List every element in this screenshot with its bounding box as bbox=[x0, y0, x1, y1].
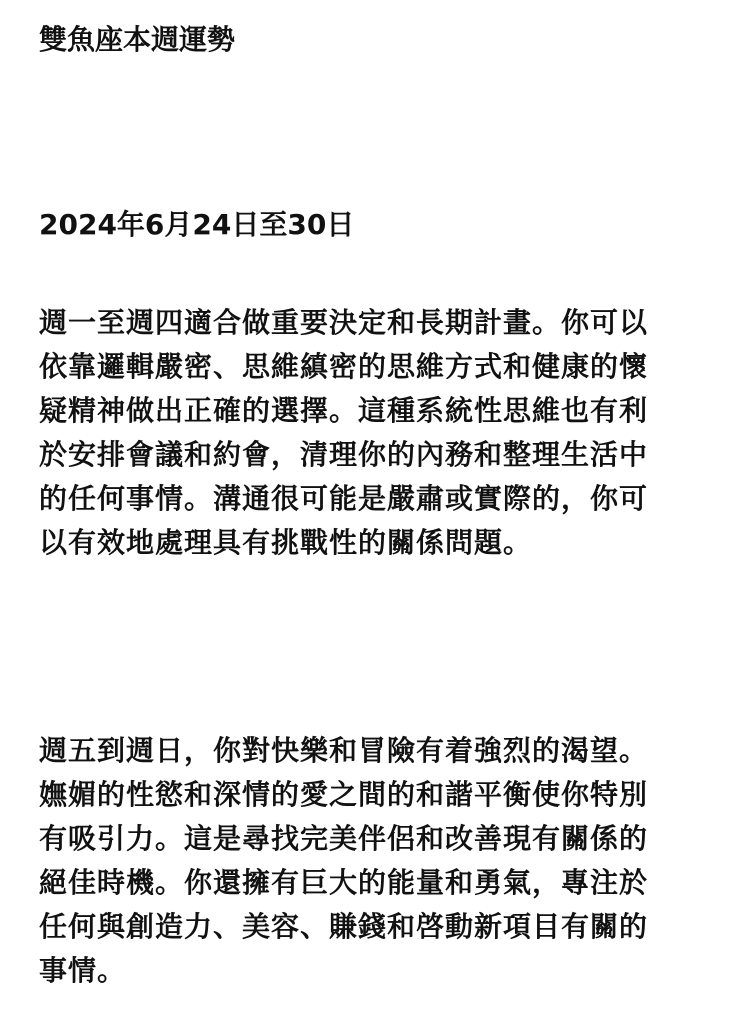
date-range: 2024年6月24日至30日 bbox=[39, 208, 355, 241]
paragraph-line: 週一至週四適合做重要決定和長期計畫。你可以 bbox=[39, 306, 649, 339]
paragraph-weekdays bbox=[39, 301, 719, 565]
paragraph-line: 絕佳時機。你還擁有巨大的能量和勇氣，專注於 bbox=[39, 866, 649, 899]
paragraph-line: 以有效地處理具有挑戰性的關係問題。 bbox=[39, 526, 533, 559]
paragraph-line: 週五到週日，你對快樂和冒險有着強烈的渴望。 bbox=[39, 734, 649, 767]
paragraph-line: 嫵媚的性慾和深情的愛之間的和諧平衡使你特別 bbox=[39, 778, 649, 811]
paragraph-line: 疑精神做出正確的選擇。這種系統性思維也有利 bbox=[39, 394, 649, 427]
paragraph-line: 事情。 bbox=[39, 954, 127, 987]
paragraph-weekend bbox=[39, 729, 719, 993]
paragraph-line: 任何與創造力、美容、賺錢和啓動新項目有關的 bbox=[39, 910, 649, 943]
paragraph-line: 的任何事情。溝通很可能是嚴肅或實際的，你可 bbox=[39, 482, 649, 515]
page-title: 雙魚座本週運勢 bbox=[39, 23, 236, 56]
paragraph-line: 依靠邏輯嚴密、思維縝密的思維方式和健康的懷 bbox=[39, 350, 649, 383]
paragraph-line: 有吸引力。這是尋找完美伴侶和改善現有關係的 bbox=[39, 822, 649, 855]
paragraph-line: 於安排會議和約會，清理你的內務和整理生活中 bbox=[39, 438, 649, 471]
